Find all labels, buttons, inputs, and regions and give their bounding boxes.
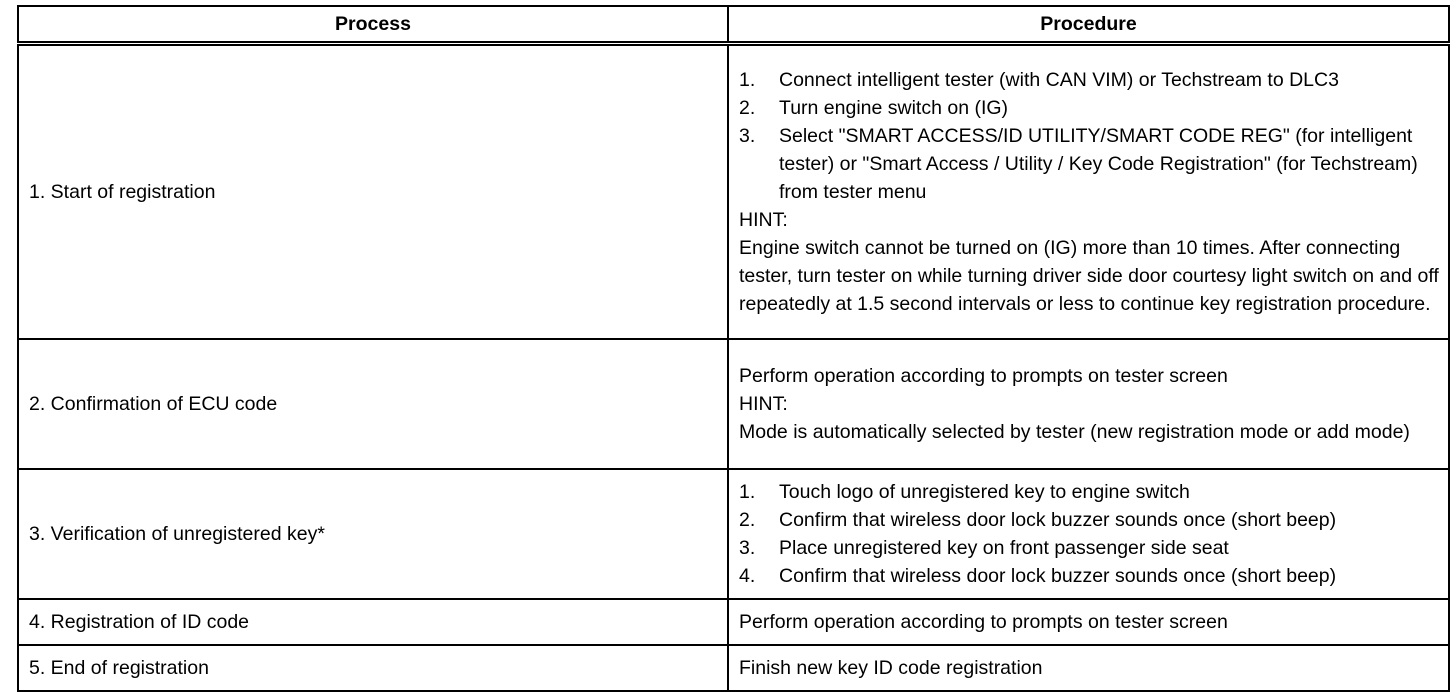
procedure-cell: [728, 44, 1449, 340]
procedure-cell: [728, 469, 1449, 599]
step-number: 2.: [739, 97, 756, 119]
procedure-table-container: [17, 5, 1448, 692]
step-number: 3.: [739, 125, 756, 147]
step-text: Connect intelligent tester (with CAN VIM) or Techstream to DLC3: [779, 69, 1339, 91]
step-number: 4.: [739, 565, 756, 587]
step-text: Turn engine switch on (IG): [779, 97, 1009, 119]
step-number: 1.: [739, 69, 756, 91]
step-item: [739, 562, 1442, 590]
hint-text: Engine switch cannot be turned on (IG) more than 10 times. After connecting tester, turn tester on while turning driver side door courtesy light switch on and off repeatedly at 1.5 second intervals or less to continue key registration procedure.: [739, 237, 1439, 315]
procedure-cell: Finish new key ID code registration: [728, 645, 1449, 691]
process-cell: 1. Start of registration: [18, 44, 728, 340]
step-item: [739, 94, 1442, 122]
step-item: [739, 506, 1442, 534]
step-text: Confirm that wireless door lock buzzer sounds once (short beep): [779, 509, 1337, 531]
step-text: Confirm that wireless door lock buzzer sounds once (short beep): [779, 565, 1337, 587]
step-item: [739, 534, 1442, 562]
step-item: [739, 122, 1442, 206]
step-list: [739, 478, 1442, 590]
table-row: [18, 339, 1449, 469]
table-row: [18, 44, 1449, 340]
procedure-text: Perform operation according to prompts on tester screen: [739, 365, 1228, 387]
hint-label: HINT:: [739, 393, 788, 415]
step-number: 2.: [739, 509, 756, 531]
process-cell: 2. Confirmation of ECU code: [18, 339, 728, 469]
step-item: [739, 478, 1442, 506]
step-list: [739, 66, 1442, 206]
table-row: [18, 599, 1449, 645]
procedure-cell: [728, 339, 1449, 469]
step-item: [739, 66, 1442, 94]
table-row: [18, 645, 1449, 691]
table-header-row: [18, 6, 1449, 44]
hint-label: HINT:: [739, 209, 788, 231]
header-process: Process: [18, 6, 728, 44]
step-text: Place unregistered key on front passenger side seat: [779, 537, 1229, 559]
header-procedure: Procedure: [728, 6, 1449, 44]
process-cell: 4. Registration of ID code: [18, 599, 728, 645]
table-row: [18, 469, 1449, 599]
procedure-cell: Perform operation according to prompts on tester screen: [728, 599, 1449, 645]
step-text: Select "SMART ACCESS/ID UTILITY/SMART CODE REG" (for intelligent tester) or "Smart Access / Utility / Key Code Registration" (for Techstream) from tester menu: [779, 125, 1418, 203]
process-cell: 5. End of registration: [18, 645, 728, 691]
step-text: Touch logo of unregistered key to engine switch: [779, 481, 1190, 503]
step-number: 3.: [739, 537, 756, 559]
registration-procedure-table: [17, 5, 1450, 692]
step-number: 1.: [739, 481, 756, 503]
hint-text: Mode is automatically selected by tester (new registration mode or add mode): [739, 421, 1410, 443]
process-cell: 3. Verification of unregistered key*: [18, 469, 728, 599]
